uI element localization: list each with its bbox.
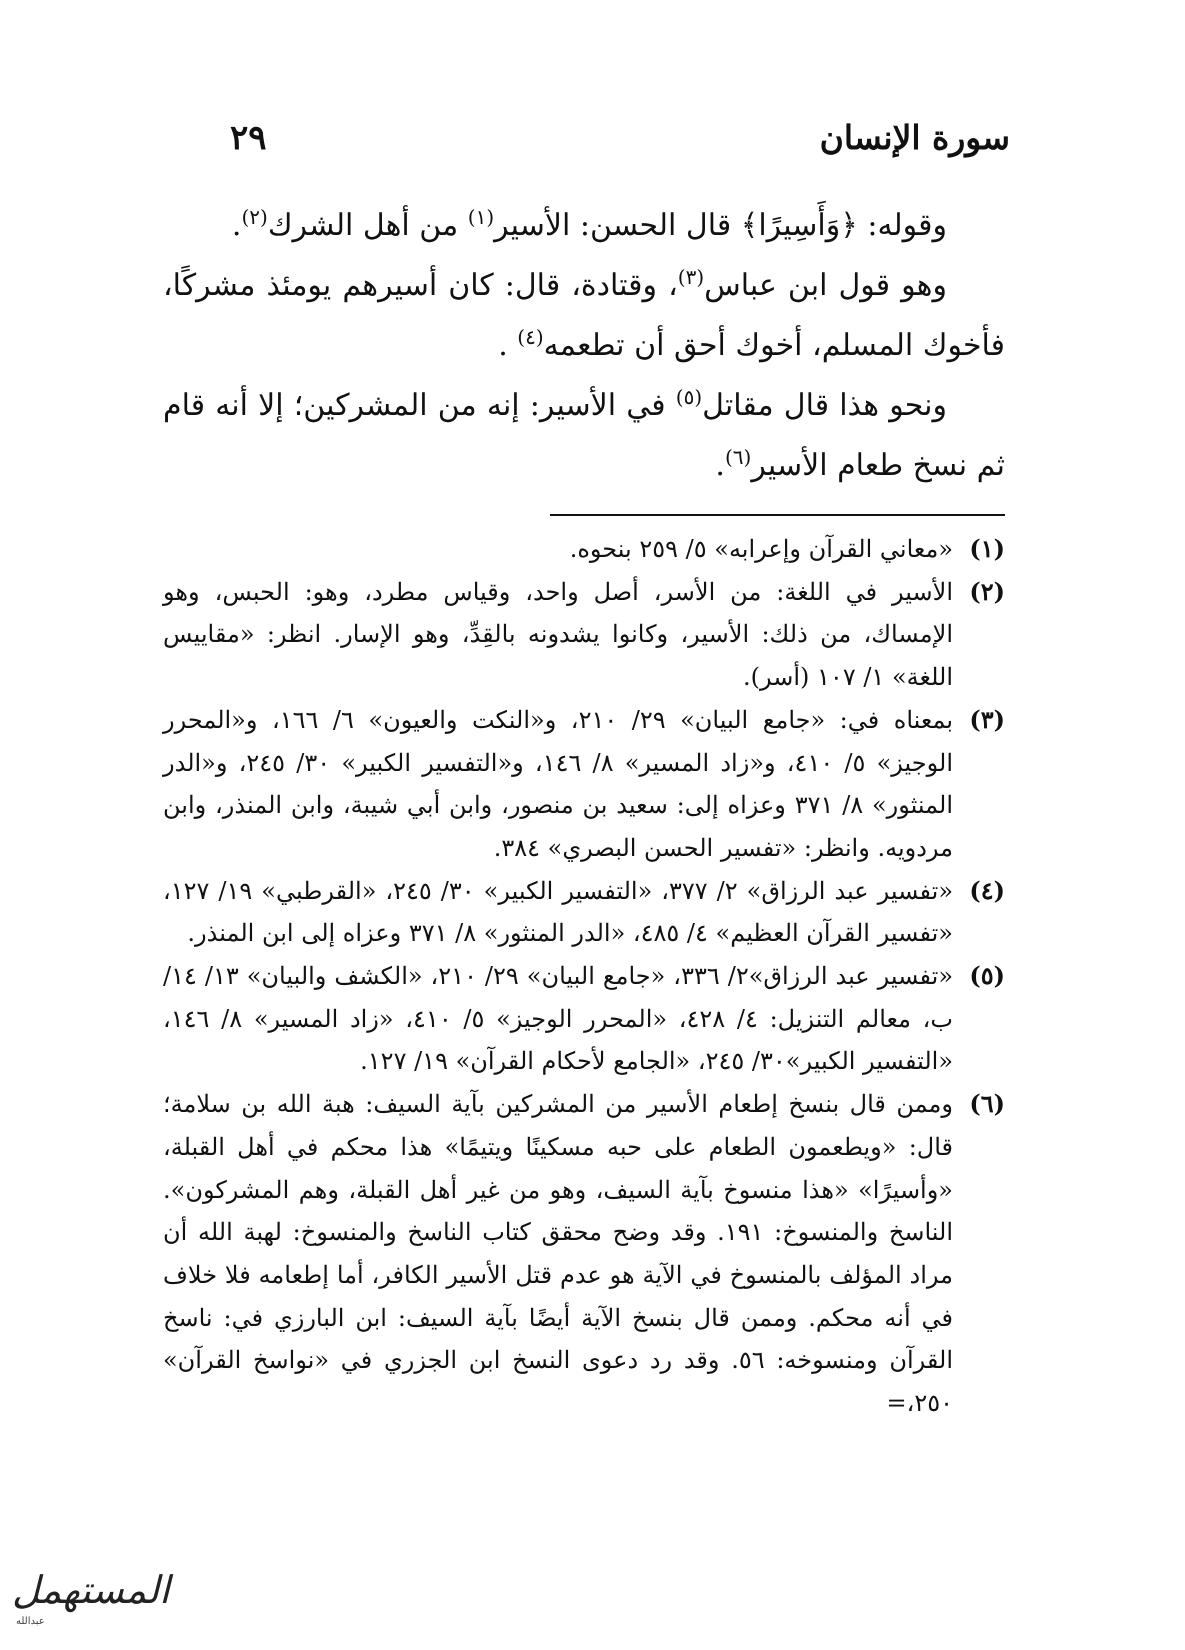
footnote-text: «تفسير عبد الرزاق» ٢/ ٣٧٧، «التفسير الكبير» ٣٠/ ٢٤٥، «القرطبي» ١٩/ ١٢٧، «تفسير القرآن العظيم» ٤/ ٤٨٥، «الدر المنثور» ٨/ ٣٧١ وعزاه إلى ابن المنذر. <box>163 876 954 948</box>
footnote-text: الأسير في اللغة: من الأسر، أصل واحد، وقياس مطرد، وهو: الحبس، وهو الإمساك، من ذلك: الأسير، وكانوا يشدونه بالقِدِّ، وهو الإسار. انظر: «مقاييس اللغة» ١/ ١٠٧ (أسر). <box>163 577 953 692</box>
text-run: . <box>498 328 518 363</box>
watermark-logo <box>6 1560 170 1638</box>
footnote-text: بمعناه في: «جامع البيان» ٢٩/ ٢١٠، و«النكت والعيون» ٦/ ١٦٦، و«المحرر الوجيز» ٥/ ٤١٠، و«زاد المسير» ٨/ ١٤٦، و«التفسير الكبير» ٣٠/ ٢٤٥، و«الدر المنثور» ٨/ ٣٧١ وعزاه إلى: سعيد بن منصور، وابن أبي شيبة، وابن المنذر، وابن مردويه. وانظر: «تفسير الحسن البصري» ٣٨٤. <box>163 705 954 862</box>
footnote-marker: (٦) <box>724 445 752 469</box>
footnote-marker: (٤) <box>517 325 544 349</box>
footnotes <box>163 528 1005 1425</box>
footnote-text: «تفسير عبد الرزاق»٢/ ٣٣٦، «جامع البيان» ٢٩/ ٢١٠، «الكشف والبيان» ١٣/ ١٤/ب، معالم التنزيل: ٤/ ٤٢٨، «المحرر الوجيز» ٥/ ٤١٠، «زاد المسير» ٨/ ١٤٦، «التفسير الكبير»٣٠/ ٢٤٥، «الجامع لأحكام القرآن» ١٩/ ١٢٧. <box>163 962 954 1076</box>
text-run: ونحو هذا قال مقاتل <box>702 388 947 423</box>
footnote-number: (٣) <box>969 704 1006 734</box>
text-run: . <box>715 448 725 483</box>
logo-calligraphy: المستهمل <box>12 1568 170 1612</box>
footnote-number: (٤) <box>969 875 1006 905</box>
text-run: وهو قول ابن عباس <box>704 268 947 303</box>
footnote-1 <box>163 528 1005 571</box>
footnote-number: (٥) <box>969 961 1006 991</box>
page-number: ٢٩ <box>230 118 267 158</box>
paragraph-2 <box>163 256 1005 376</box>
paragraph-1 <box>163 196 1005 256</box>
footnote-marker: (٣) <box>677 265 705 289</box>
footnote-3 <box>163 699 1005 870</box>
text-run: . <box>231 208 242 243</box>
footnote-6 <box>163 1083 1005 1425</box>
logo-subtext: عبدالله <box>16 1616 45 1627</box>
footnote-marker: (١) <box>467 205 495 229</box>
paragraph-3 <box>163 376 1005 496</box>
footnote-number: (٢) <box>969 576 1005 606</box>
page-header <box>200 118 1010 168</box>
footnote-number: (١) <box>969 534 1005 563</box>
footnote-5 <box>163 955 1005 1083</box>
main-text <box>163 196 1005 496</box>
footnote-2 <box>163 571 1005 699</box>
footnote-text: وممن قال بنسخ إطعام الأسير من المشركين بآية السيف: هبة الله بن سلامة؛ قال: «ويطعمون الطعام على حبه مسكينًا ويتيمًا» هذا محكم في أهل القبلة، «وأسيرًا» «هذا منسوخ بآية السيف، وهو من غير أهل القبلة، وهم المشركون». الناسخ والمنسوخ: ١٩١. وقد وضح محقق كتاب الناسخ والمنسوخ: لهبة الله أن مراد المؤلف بالمنسوخ في الآية هو عدم قتل الأسير الكافر، أما إطعامه فلا خلاف في أنه محكم. وممن قال بنسخ الآية أيضًا بآية السيف: ابن البارزي في: ناسخ القرآن ومنسوخه: ٥٦. وقد رد دعوى النسخ ابن الجزري في «نواسخ القرآن» ٢٥٠،= <box>163 1090 953 1418</box>
text-run: ، وقتادة، قال: كان أسيرهم يومئذ مشركًا، فأخوك المسلم، أخوك أحق أن تطعمه <box>163 268 1005 363</box>
footnote-number: (٦) <box>969 1089 1005 1119</box>
surah-title: سورة الإنسان <box>819 118 1010 157</box>
footnote-4 <box>163 870 1005 955</box>
text-run: في الأسير: إنه من المشركين؛ إلا أنه قام ثم نسخ طعام الأسير <box>163 388 1005 483</box>
footnote-marker: (٢) <box>241 205 268 229</box>
text-run: وقوله: ﴿وَأَسِيرًا﴾ قال الحسن: الأسير <box>494 208 947 243</box>
text-run: من أهل الشرك <box>267 208 468 243</box>
footnote-text: «معاني القرآن وإعرابه» ٥/ ٢٥٩ بنحوه. <box>569 535 953 563</box>
footnote-marker: (٥) <box>675 385 703 409</box>
footnote-separator <box>550 514 1005 516</box>
